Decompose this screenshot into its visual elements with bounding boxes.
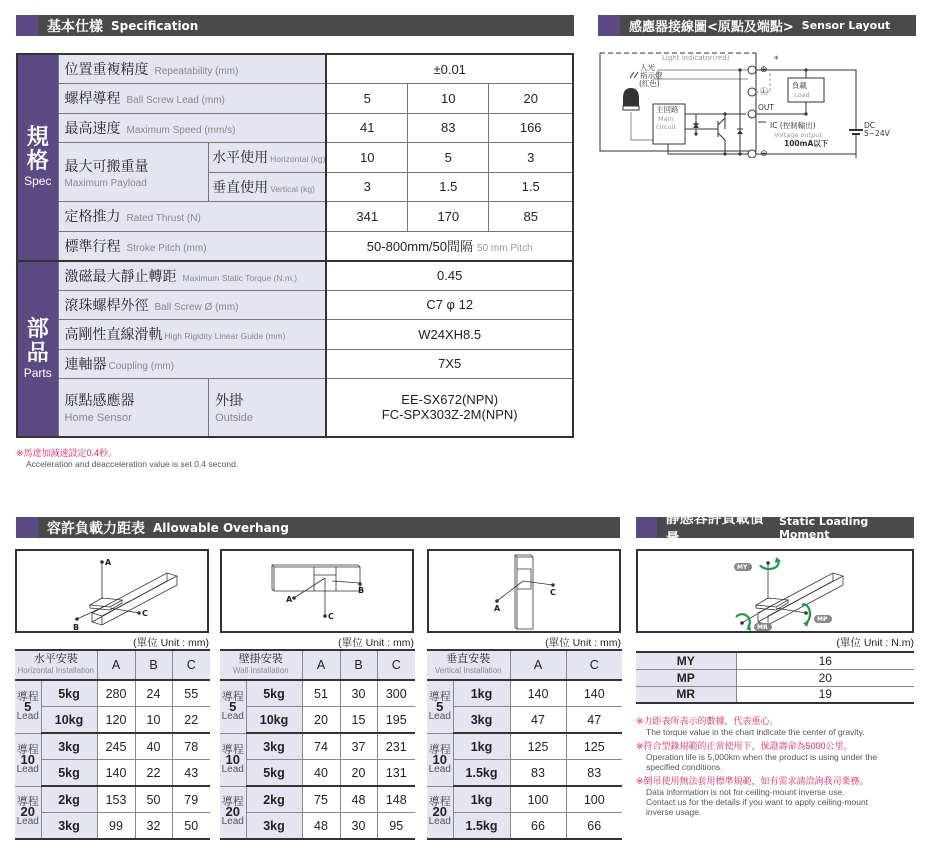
svg-text:circuit: circuit [656, 123, 676, 131]
value-payload-v-0: 3 [326, 172, 407, 202]
row-guide [17, 320, 573, 350]
svg-text:負載: 負載 [792, 81, 807, 90]
svg-text:MY: MY [737, 564, 748, 571]
svg-text:B: B [73, 623, 80, 631]
value-torque: 0.45 [326, 261, 573, 291]
svg-text:指示燈: 指示燈 [640, 71, 663, 80]
table-row: 10kg 20 15 195 [220, 707, 415, 734]
table-row: 3kg 99 32 50 [15, 813, 210, 840]
spec-section-header [16, 15, 574, 36]
static-notes [636, 712, 921, 817]
vertical-diagram [427, 549, 621, 633]
row-speed [17, 113, 573, 143]
svg-text:Voltage output: Voltage output [774, 131, 822, 139]
note-zh: ※符合型錄規範的正常使用下，保證壽命為5000公里。 [636, 741, 853, 751]
col-b: B [135, 650, 172, 680]
wall-overhang-table [220, 649, 415, 840]
table-row: 導程 10 Lead 3kg 245 40 78 [15, 733, 210, 760]
overhang-title-en: Allowable Overhang [153, 520, 289, 535]
value-speed-1: 83 [408, 113, 489, 143]
note-en: Data information is not for ceiling-mount inverse use. [646, 787, 845, 797]
note-en: specified conditions. [646, 762, 723, 772]
table-row: 導程 5 Lead 5kg 51 30 300 [220, 680, 415, 707]
svg-text:B: B [358, 586, 365, 595]
note-en: The torque value in the chart indicate the center of gravity. [646, 727, 865, 737]
moment-key: MY [636, 652, 736, 669]
label-guide: 高剛性直線滑軌 High Rigidity Linear Guide (mm) [58, 320, 326, 350]
overhang-title-zh: 容許負載力距表 [47, 520, 145, 537]
row-screw-dia [17, 290, 573, 320]
value-payload-v-2: 1.5 [489, 172, 573, 202]
svg-text:C: C [142, 609, 148, 618]
table-row: 導程 20 Lead 1kg 100 100 [427, 786, 622, 813]
svg-text:(紅色): (紅色) [639, 79, 660, 88]
note-zh: ※力距表所表示的數據，代表重心。 [636, 716, 779, 726]
col-a: A [97, 650, 135, 680]
label-coupling: 連軸器 Coupling (mm) [58, 349, 326, 379]
svg-text:100mA以下: 100mA以下 [784, 139, 829, 148]
row-coupling [17, 349, 573, 379]
lead-cell: 導程 10 Lead [15, 733, 41, 786]
vertical-unit: (單位 Unit : mm) [545, 637, 621, 649]
svg-text:A: A [494, 604, 501, 613]
value-payload-h-1: 5 [408, 143, 489, 173]
table-row: 導程 20 Lead 2kg 153 50 79 [15, 786, 210, 813]
lead-cell: 導程 5 Lead [220, 680, 246, 733]
row-lead [17, 84, 573, 114]
header-accent [598, 15, 620, 36]
moment-key: MP [636, 669, 736, 686]
sensor-wiring-diagram [598, 48, 898, 158]
value-screw-dia: C7 φ 12 [326, 290, 573, 320]
vertical-overhang-table [427, 649, 622, 840]
value-repeatability: ±0.01 [326, 54, 573, 84]
value-payload-h-0: 10 [326, 143, 407, 173]
horizontal-header: 水平安裝 Horizontal Installation [15, 650, 97, 680]
svg-text:⊕: ⊕ [760, 65, 768, 75]
label-payload-vertical: 垂直使用 Vertical (kg) [209, 172, 327, 202]
value-speed-0: 41 [326, 113, 407, 143]
static-title-en: Static Loading Moment [778, 514, 869, 541]
svg-text:Light indicator(red): Light indicator(red) [662, 54, 730, 62]
svg-text:A: A [105, 558, 112, 567]
overhang-section-header [16, 517, 620, 538]
col-a: A [302, 650, 340, 680]
label-payload: 最大可搬重量 Maximum Payload [58, 143, 209, 202]
row-thrust [17, 202, 573, 232]
value-lead-5: 5 [326, 84, 407, 114]
svg-text:C: C [550, 588, 556, 597]
static-unit: (單位 Unit : N.m) [836, 637, 914, 649]
label-thrust: 定格推力 Rated Thrust (N) [58, 202, 326, 232]
label-stroke: 標準行程 Stroke Pitch (mm) [58, 231, 326, 261]
note-en: Operation life is 5,000km when the product is using under the [646, 752, 878, 762]
row-stroke [17, 231, 573, 261]
svg-text:*: * [774, 55, 779, 65]
label-lead: 螺桿導程 Ball Screw Lead (mm) [58, 84, 326, 114]
svg-text:Load: Load [794, 91, 810, 99]
spec-title-en: Specification [111, 18, 199, 33]
svg-text:IC (控制輸出): IC (控制輸出) [770, 121, 816, 130]
lead-cell: 導程 10 Lead [220, 733, 246, 786]
value-payload-v-1: 1.5 [408, 172, 489, 202]
note-en: Contact us for the details if you want to apply ceiling-mount [646, 797, 869, 807]
col-b: B [340, 650, 377, 680]
moment-value: 19 [736, 686, 914, 703]
header-accent [16, 517, 38, 538]
wall-slide-illustration [222, 551, 412, 631]
label-sensor: 原點感應器 Home Sensor [58, 379, 209, 437]
value-speed-2: 166 [489, 113, 573, 143]
value-coupling: 7X5 [326, 349, 573, 379]
label-payload-horizontal: 水平使用 Horizontal (kg) [209, 143, 327, 173]
spec-table [16, 53, 574, 438]
label-torque: 激磁最大靜止轉距 Maximum Static Torque (N.m.) [58, 261, 326, 291]
col-c: C [172, 650, 210, 680]
header-accent [636, 517, 657, 538]
static-title-zh: 靜態容許負載慣量 [665, 510, 764, 547]
svg-text:⊖: ⊖ [760, 149, 768, 158]
svg-text:MP: MP [817, 616, 828, 623]
spec-note-zh: ※馬達加減速設定0.4秒。 [16, 448, 118, 458]
lead-cell: 導程 10 Lead [427, 733, 453, 786]
table-row: 導程 5 Lead 5kg 280 24 55 [15, 680, 210, 707]
col-c: C [566, 650, 622, 680]
value-stroke: 50-800mm/50間隔 50 mm Pitch [326, 231, 573, 261]
value-guide: W24XH8.5 [326, 320, 573, 350]
svg-text:OUT: OUT [758, 103, 774, 112]
sensor-title-zh: 感應器接線圖<原點及端點> [629, 20, 794, 35]
table-row [636, 652, 914, 669]
table-row: 5kg 140 22 43 [15, 760, 210, 787]
table-row: 導程 5 Lead 1kg 140 140 [427, 680, 622, 707]
table-row: 10kg 120 10 22 [15, 707, 210, 734]
value-thrust-0: 341 [326, 202, 407, 232]
group-parts-zh1: 部 [26, 316, 49, 342]
lead-cell: 導程 20 Lead [15, 786, 41, 839]
moment-value: 20 [736, 669, 914, 686]
col-a: A [510, 650, 566, 680]
wall-header: 壁掛安裝 Wall Installation [220, 650, 302, 680]
label-speed: 最高速度 Maximum Speed (mm/s) [58, 113, 326, 143]
row-payload-horizontal [17, 143, 573, 173]
note-zh: ※倒吊使用無法套用標準規範，如有需求請洽詢我司業務。 [636, 776, 869, 786]
row-sensor [17, 379, 573, 437]
vertical-slide-illustration [429, 551, 619, 631]
spec-title-zh: 基本仕樣 [47, 18, 103, 35]
table-row: 5kg 40 20 131 [220, 760, 415, 787]
table-row: 導程 20 Lead 2kg 75 48 148 [220, 786, 415, 813]
horizontal-slide-illustration [17, 551, 207, 631]
svg-text:Main: Main [658, 115, 674, 123]
wall-diagram [220, 549, 414, 633]
table-row: 3kg 47 47 [427, 707, 622, 734]
static-moment-table [636, 651, 914, 704]
svg-text:DC: DC [864, 121, 876, 130]
horizontal-overhang-table [15, 649, 210, 840]
group-spec-zh2: 格 [26, 149, 49, 175]
svg-text:入光: 入光 [640, 63, 655, 72]
value-lead-10: 10 [408, 84, 489, 114]
spec-note-en: Acceleration and deacceleration value is set 0.4 second. [26, 459, 239, 469]
value-sensor: EE-SX672(NPN) FC-SPX303Z-2M(NPN) [326, 379, 573, 437]
label-screw-dia: 滾珠螺桿外徑 Ball Screw Ø (mm) [58, 290, 326, 320]
svg-text:C: C [328, 612, 334, 621]
sensor-title-en: Sensor Layout [801, 19, 891, 32]
lead-cell: 導程 5 Lead [427, 680, 453, 733]
moment-key: MR [636, 686, 736, 703]
table-row: 1.5kg 83 83 [427, 760, 622, 787]
value-thrust-1: 170 [408, 202, 489, 232]
svg-text:MR: MR [757, 624, 768, 631]
moment-illustration [638, 551, 912, 631]
horizontal-diagram [15, 549, 209, 633]
svg-text:5~24V: 5~24V [864, 129, 890, 138]
group-spec-en: Spec [24, 174, 52, 189]
value-payload-h-2: 3 [489, 143, 573, 173]
row-torque [17, 261, 573, 291]
vertical-header: 垂直安裝 Vertical Installation [427, 650, 510, 680]
table-row [636, 686, 914, 703]
svg-text:A: A [286, 595, 293, 604]
value-thrust-2: 85 [489, 202, 573, 232]
table-row: 導程 10 Lead 1kg 125 125 [427, 733, 622, 760]
label-repeatability: 位置重複精度 Repeatability (mm) [58, 54, 326, 84]
static-moment-diagram [636, 549, 914, 633]
svg-text:主回路: 主回路 [656, 105, 679, 114]
group-parts-label [17, 261, 58, 437]
lead-cell: 導程 20 Lead [427, 786, 453, 839]
moment-value: 16 [736, 652, 914, 669]
wall-unit: (單位 Unit : mm) [338, 637, 414, 649]
note-en: inverse usage. [646, 807, 702, 817]
lead-cell: 導程 5 Lead [15, 680, 41, 733]
header-accent [16, 15, 38, 36]
lead-cell: 導程 20 Lead [220, 786, 246, 839]
horizontal-unit: (單位 Unit : mm) [133, 637, 209, 649]
table-row [636, 669, 914, 686]
svg-text:Ⓛ: Ⓛ [760, 87, 768, 96]
group-parts-zh2: 品 [26, 340, 49, 366]
col-c: C [377, 650, 415, 680]
sensor-section-header [598, 15, 916, 36]
table-row: 3kg 48 30 95 [220, 813, 415, 840]
table-row: 1.5kg 66 66 [427, 813, 622, 840]
value-lead-20: 20 [489, 84, 573, 114]
spec-note [16, 446, 238, 469]
static-section-header [636, 510, 914, 547]
table-row: 導程 10 Lead 3kg 74 37 231 [220, 733, 415, 760]
group-spec-label [17, 54, 58, 261]
group-parts-en: Parts [23, 365, 52, 380]
group-spec-zh1: 規 [26, 125, 49, 151]
label-sensor-sub: 外掛 Outside [209, 379, 327, 437]
row-repeatability [17, 54, 573, 84]
